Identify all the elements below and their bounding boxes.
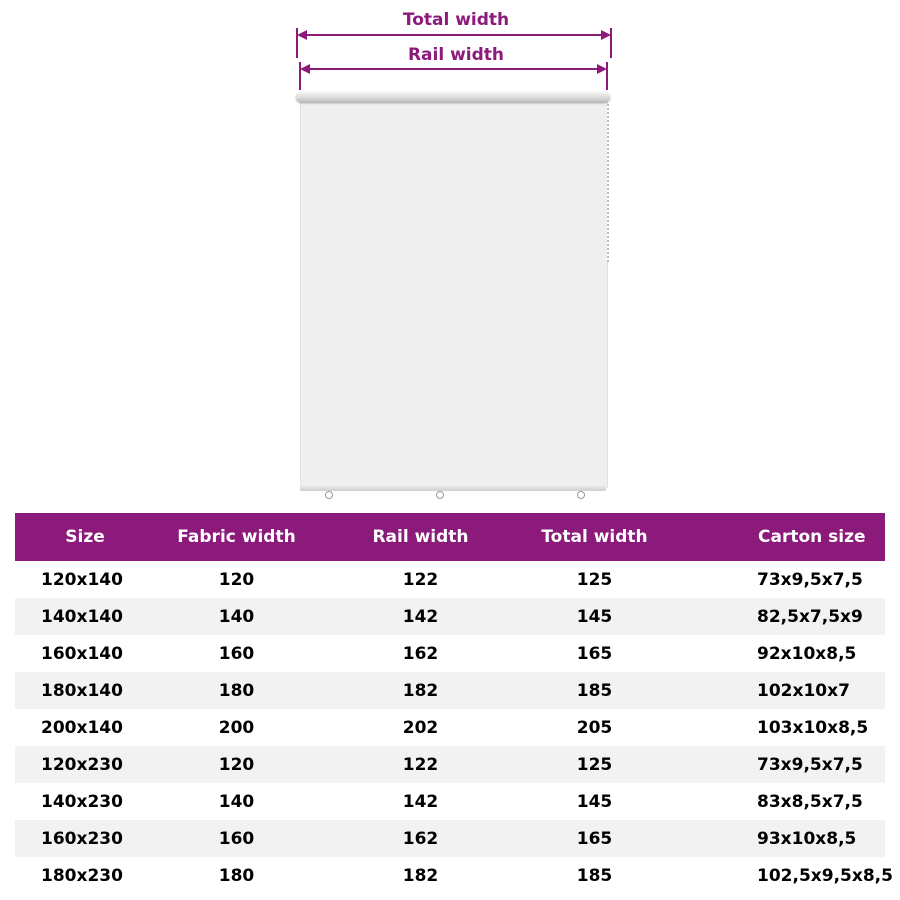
cell-carton-size: 73x9,5x7,5: [757, 569, 863, 590]
cell-size: 160x140: [41, 643, 123, 664]
cell-fabric-width: 180: [218, 865, 255, 886]
cell-carton-size: 73x9,5x7,5: [757, 754, 863, 775]
table-row: [15, 672, 885, 709]
bottom-hook-right: [577, 491, 585, 499]
blind-rail: [296, 92, 610, 102]
total-width-arrowhead-right: [601, 30, 611, 40]
cell-size: 140x140: [41, 606, 123, 627]
cell-fabric-width: 160: [218, 828, 255, 849]
table-row: [15, 635, 885, 672]
table-row: [15, 746, 885, 783]
cell-fabric-width: 140: [218, 791, 255, 812]
cell-total-width: 205: [576, 717, 613, 738]
rail-width-label: Rail width: [407, 45, 505, 65]
header-fabric-width: Fabric width: [177, 527, 296, 547]
cell-fabric-width: 120: [218, 569, 255, 590]
cell-total-width: 145: [576, 791, 613, 812]
rail-width-arrowhead-right: [597, 64, 607, 74]
pull-chain: [607, 104, 609, 262]
table-row: [15, 561, 885, 598]
cell-rail-width: 162: [402, 643, 439, 664]
cell-fabric-width: 120: [218, 754, 255, 775]
cell-rail-width: 182: [402, 865, 439, 886]
cell-carton-size: 82,5x7,5x9: [757, 606, 863, 627]
size-table: [15, 513, 893, 894]
cell-fabric-width: 200: [218, 717, 255, 738]
cell-total-width: 145: [576, 606, 613, 627]
cell-rail-width: 202: [402, 717, 439, 738]
cell-carton-size: 102x10x7: [757, 680, 850, 701]
cell-rail-width: 122: [402, 569, 439, 590]
cell-rail-width: 122: [402, 754, 439, 775]
blind-fabric: [300, 100, 608, 488]
total-width-arrowhead-left: [297, 30, 307, 40]
cell-total-width: 125: [576, 754, 613, 775]
cell-fabric-width: 140: [218, 606, 255, 627]
cell-total-width: 165: [576, 643, 613, 664]
cell-size: 120x140: [41, 569, 123, 590]
cell-carton-size: 83x8,5x7,5: [757, 791, 863, 812]
cell-size: 180x140: [41, 680, 123, 701]
cell-size: 140x230: [41, 791, 123, 812]
bottom-hook-center: [436, 491, 444, 499]
blind-bottom-bar: [300, 486, 606, 491]
header-size: Size: [65, 527, 105, 547]
cell-rail-width: 162: [402, 828, 439, 849]
cell-rail-width: 182: [402, 680, 439, 701]
header-total-width: Total width: [541, 527, 648, 547]
table-header: [15, 513, 885, 561]
table-row: [15, 598, 885, 635]
cell-rail-width: 142: [402, 791, 439, 812]
table-row: [15, 709, 885, 746]
cell-total-width: 185: [576, 680, 613, 701]
cell-size: 160x230: [41, 828, 123, 849]
cell-carton-size: 102,5x9,5x8,5: [757, 865, 893, 886]
cell-total-width: 165: [576, 828, 613, 849]
cell-size: 180x230: [41, 865, 123, 886]
cell-carton-size: 93x10x8,5: [757, 828, 857, 849]
header-rail-width: Rail width: [372, 527, 469, 547]
cell-total-width: 125: [576, 569, 613, 590]
table-row: [15, 783, 885, 820]
cell-fabric-width: 160: [218, 643, 255, 664]
cell-size: 200x140: [41, 717, 123, 738]
cell-fabric-width: 180: [218, 680, 255, 701]
bottom-hook-left: [325, 491, 333, 499]
table-row: [15, 857, 893, 894]
cell-total-width: 185: [576, 865, 613, 886]
cell-size: 120x230: [41, 754, 123, 775]
cell-rail-width: 142: [402, 606, 439, 627]
header-carton-size: Carton size: [758, 527, 866, 547]
cell-carton-size: 103x10x8,5: [757, 717, 869, 738]
total-width-label: Total width: [402, 10, 510, 30]
rail-width-arrowhead-left: [300, 64, 310, 74]
cell-carton-size: 92x10x8,5: [757, 643, 857, 664]
table-row: [15, 820, 885, 857]
